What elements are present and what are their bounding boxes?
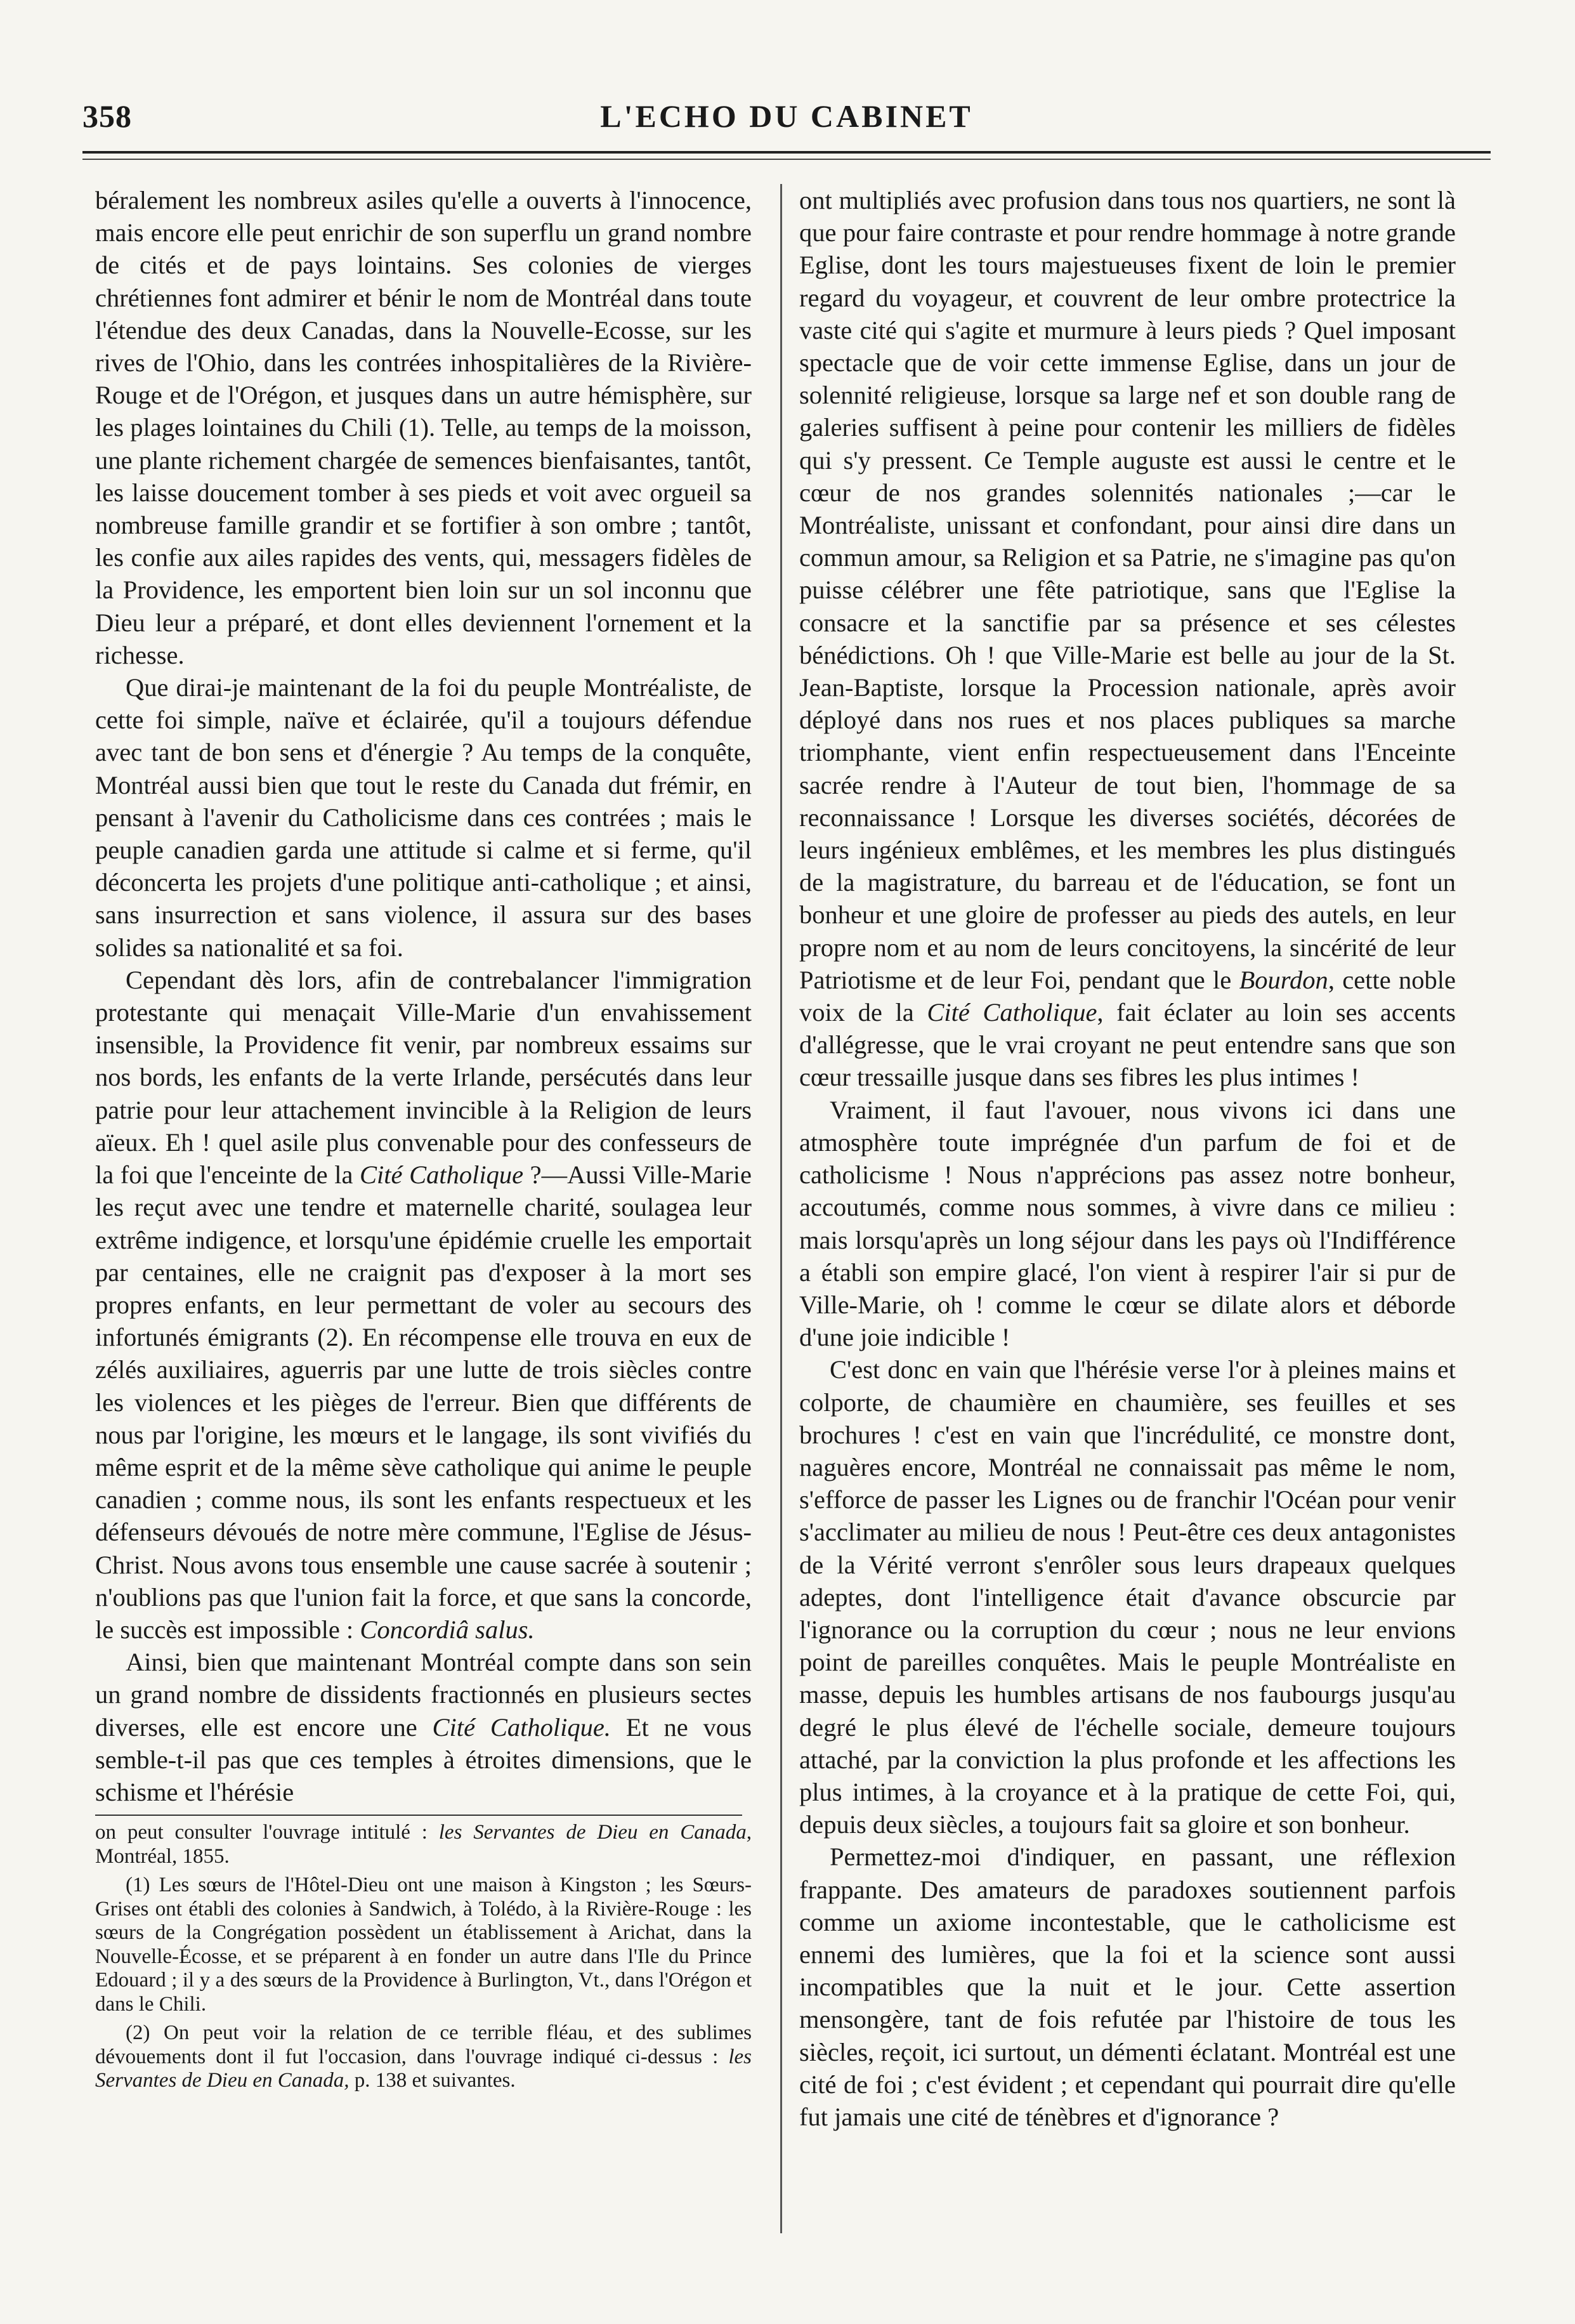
- italic-text: Cité Catholique: [927, 998, 1097, 1027]
- paragraph: [95, 964, 752, 1646]
- paragraph: [799, 184, 1456, 1094]
- text-run: (2) On peut voir la relation de ce terrible fléau, et des sublimes dévouements dont il fut l'occasion, dans l'ouvrage indiqué ci-dessus :: [95, 2021, 752, 2068]
- text-run: ?—Aussi Ville-Marie les reçut avec une tendre et maternelle charité, soulagea leur extrême indigence, et lorsqu'une épidémie cruelle les emportait par centaines, elle ne craignit pas d'exposer à la mort ses propres enfants, en leur permettant de voler au secours des infortunés émigrants (2). En récompense elle trouva en eux de zélés auxiliaires, aguerris par une lutte de trois siècles contre les violences et les pièges de l'erreur. Bien que différents de nous par l'origine, les mœurs et le langage, ils sont vivifiés du même esprit et de la même sève catholique qui anime le peuple canadien ; comme nous, ils sont les enfants respectueux et les défenseurs dévoués de notre mère commune, l'Eglise de Jésus-Christ. Nous avons tous ensemble une cause sacrée à soutenir ; n'oublions pas que l'union fait la force, et que sans la concorde, le succès est impossible :: [95, 1160, 752, 1644]
- text-run: Montréal, 1855.: [95, 1844, 230, 1868]
- footnote-intro: [95, 1821, 752, 1868]
- paragraph: béralement les nombreux asiles qu'elle a ouverts à l'innocence, mais encore elle peut enrichir de son superflu un grand nombre de cités et de pays lointains. Ses colonies de vierges chrétiennes font admirer et bénir le nom de Montréal dans toute l'étendue des deux Canadas, dans la Nouvelle-Ecosse, sur les rives de l'Ohio, dans les contrées inhospitalières de la Rivière-Rouge et de l'Orégon, et jusques dans un autre hémisphère, sur les plages lointaines du Chili (1). Telle, au temps de la moisson, une plante richement chargée de semences bienfaisantes, tantôt, les laisse doucement tomber à ses pieds et voit avec orgueil sa nombreuse famille grandir et se fortifier à son ombre ; tantôt, les confie aux ailes rapides des vents, qui, messagers fidèles de la Providence, les emportent bien loin sur un sol inconnu que Dieu leur a préparé, et dont elles deviennent l'ornement et la richesse.: [95, 186, 752, 669]
- right-column: [799, 184, 1456, 2271]
- paragraph: C'est donc en vain que l'hérésie verse l'or à pleines mains et colporte, de chaumière en chaumière, ses feuilles et ses brochures ! c'est en vain que l'incrédulité, ce monstre dont, naguères encore, Montréal ne connaissait pas même le nom, s'efforce de passer les Lignes ou de franchir l'Océan pour venir s'acclimater au milieu de nous ! Peut-être ces deux antagonistes de la Vérité verront s'enrôler sous leurs drapeaux quelques adeptes, dont l'intelligence était d'avance obscurcie par l'ignorance ou la corruption du cœur ; nous ne leur envions point de pareilles conquêtes. Mais le peuple Montréaliste en masse, depuis les humbles artisans de nos faubourgs jusqu'au degré le plus élevé de l'échelle sociale, demeure toujours attaché, par la conviction la plus profonde et les affections les plus intimes, à la croyance et à la pratique de cette Foi, qui, depuis deux siècles, a toujours fait sa gloire et son bonheur.: [799, 1355, 1456, 1839]
- paragraph: Que dirai-je maintenant de la foi du peuple Montréaliste, de cette foi simple, naïve et éclairée, qu'il a toujours défendue avec tant de bon sens et d'énergie ? Au temps de la conquête, Montréal aussi bien que tout le reste du Canada dut frémir, en pensant à l'avenir du Catholicisme dans ces contrées ; mais le peuple canadien garda une attitude si calme et si ferme, qu'il déconcerta les projets d'une politique anti-catholique ; et ainsi, sans insurrection et sans violence, il assura sur des bases solides sa nationalité et sa foi.: [95, 673, 752, 962]
- italic-text: Cité Catholique.: [432, 1712, 611, 1742]
- text-run: , cette noble voix de la: [799, 965, 1456, 1027]
- footnote-rule: [95, 1815, 742, 1816]
- column-divider: [780, 184, 782, 2233]
- text-run: ont multipliés avec profusion dans tous nos quartiers, ne sont là que pour faire contraste et pour rendre hommage à notre grande Eglise, dont les tours majestueuses fixent de loin le premier regard du voyageur, et couvrent de leur ombre protectrice la vaste cité qui s'agite et murmure à leurs pieds ? Quel imposant spectacle que de voir cette immense Eglise, dans un jour de solennité religieuse, lorsque sa large nef et son double rang de galeries suffisent à peine pour contenir les milliers de fidèles qui s'y pressent. Ce Temple auguste est aussi le centre et le cœur de nos grandes solennités nationales ;—car le Montréaliste, unissant et confondant, pour ainsi dire dans un commun amour, sa Religion et sa Patrie, ne s'imagine pas qu'on puisse célébrer une fête patriotique, sans que l'Eglise la consacre et la sanctifie par sa présence et ses célestes bénédictions. Oh ! que Ville-Marie est belle au jour de la St. Jean-Baptiste, lorsque la Procession nationale, après avoir déployé dans nos rues et nos places publiques sa marche triomphante, vient enfin respectueusement dans l'Enceinte sacrée rendre à l'Auteur de tout bien, l'hommage de sa reconnaissance ! Lorsque les diverses sociétés, décorées de leurs ingénieux emblêmes, et les membres les plus distingués de la magistrature, du barreau et de l'éducation, se font un bonheur et une gloire de professer au pieds des autels, en leur propre nom et au nom de leurs concitoyens, la sincérité de leur Patriotisme et de leur Foi, pendant que le: [799, 186, 1456, 994]
- text-run: Et ne vous semble-t-il pas que ces temples à étroites dimensions, que le schisme et l'hérésie: [95, 1712, 752, 1806]
- italic-text: Bourdon: [1239, 965, 1328, 994]
- italic-text: les Servantes de Dieu en Canada,: [95, 2045, 752, 2092]
- paragraph: [95, 1646, 752, 1808]
- italic-text: les Servantes de Dieu en Canada,: [438, 1821, 752, 1844]
- header-rule-thick: [82, 151, 1491, 154]
- page-header: [82, 95, 1491, 146]
- italic-text: Cité Catholique: [360, 1160, 524, 1190]
- left-column: [95, 184, 752, 2271]
- page-number: 358: [82, 98, 132, 134]
- footnote-1: (1) Les sœurs de l'Hôtel-Dieu ont une maison à Kingston ; les Sœurs-Grises ont établi des colonies à Sandwich, à Tolédo, à la Rivière-Rouge : les sœurs de la Congrégation possèdent un établissement à Arichat, dans la Nouvelle-Écosse, et se préparent à en fonder un autre dans l'Ile du Prince Edouard ; il y a des sœurs de la Providence à Burlington, Vt., dans l'Orégon et dans le Chili.: [95, 1874, 752, 2016]
- text-run: , fait éclater au loin ses accents d'allégresse, que le vrai croyant ne peut entendre sans que son cœur tressaille jusque dans ses fibres les plus intimes !: [799, 998, 1456, 1092]
- italic-motto: Concordiâ salus.: [360, 1615, 535, 1644]
- text-run: Ainsi, bien que maintenant Montréal compte dans son sein un grand nombre de dissidents fractionnés en plusieurs sectes diverses, elle est encore une: [95, 1648, 752, 1742]
- paragraph: Permettez-moi d'indiquer, en passant, une réflexion frappante. Des amateurs de paradoxes soutiennent parfois comme un axiome incontestable, que le catholicisme est ennemi des lumières, que la foi et la science sont aussi incompatibles que la nuit et le jour. Cette assertion mensongère, tant de fois refutée par l'histoire de tous les siècles, reçoit, ici surtout, un démenti éclatant. Montréal est une cité de foi ; c'est évident ; et cependant qui pourrait dire qu'elle fut jamais une cité de ténèbres et d'ignorance ?: [799, 1842, 1456, 2131]
- footnote-2: [95, 2021, 752, 2093]
- header-rule-thin: [82, 159, 1491, 160]
- text-run: on peut consulter l'ouvrage intitulé :: [95, 1821, 439, 1844]
- text-run: p. 138 et suivantes.: [349, 2069, 516, 2092]
- paragraph: Vraiment, il faut l'avouer, nous vivons ici dans une atmosphère toute imprégnée d'un parfum de foi et de catholicisme ! Nous n'apprécions pas assez notre bonheur, accoutumés, comme nous sommes, à vivre dans ce milieu : mais lorsqu'après un long séjour dans les pays où l'Indifférence a établi son empire glacé, l'on vient à respirer l'air si pur de Ville-Marie, oh ! comme le cœur se dilate alors et déborde d'une joie indicible !: [799, 1095, 1456, 1352]
- journal-title: L'ECHO DU CABINET: [600, 98, 973, 134]
- text-run: Cependant dès lors, afin de contrebalancer l'immigration protestante qui menaçait Ville-Marie d'un envahissement insensible, la Providence fit venir, par nombreux essaims sur nos bords, les enfants de la verte Irlande, persécutés dans leur patrie pour leur attachement invincible à la Religion de leurs aïeux. Eh ! quel asile plus convenable pour des confesseurs de la foi que l'enceinte de la: [95, 965, 752, 1190]
